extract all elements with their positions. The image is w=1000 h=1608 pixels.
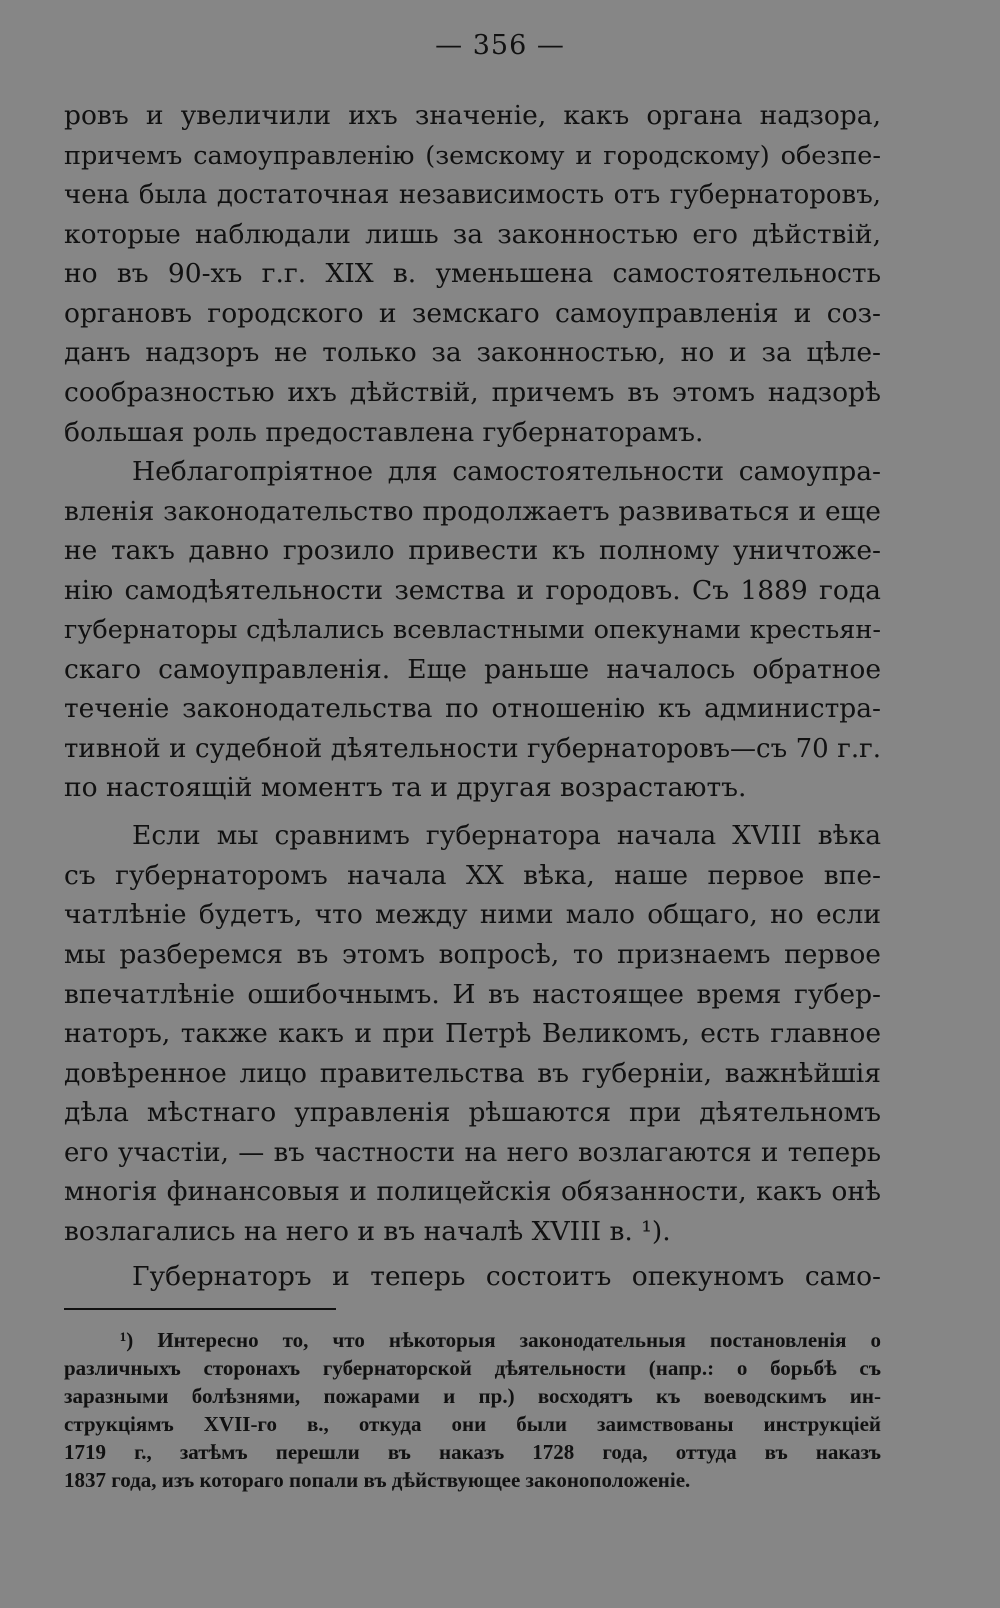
text-line: ровъ и увеличили ихъ значеніе, какъ органа надзора, (64, 100, 881, 131)
footnote-line: заразными болѣзнями, пожарами и пр.) восходятъ къ воеводскимъ ин- (64, 1384, 881, 1408)
text-line: съ губернаторомъ начала XX вѣка, наше первое впе- (64, 860, 881, 891)
text-line: довѣренное лицо правительства въ губерніи, важнѣйшія (64, 1058, 881, 1089)
footnote-line: различныхъ сторонахъ губернаторской дѣятельности (напр.: о борьбѣ съ (64, 1356, 881, 1380)
text-line: данъ надзоръ не только за законностью, но и за цѣле- (64, 337, 881, 368)
text-line: чатлѣніе будетъ, что между ними мало общаго, но если (64, 899, 881, 930)
paragraph-first-line: Губернаторъ и теперь состоитъ опекуномъ само- (132, 1261, 881, 1292)
footnote-line: 1837 года, изъ котораго попали въ дѣйствующее законоположеніе. (64, 1468, 691, 1492)
text-line: большая роль предоставлена губернаторамъ. (64, 417, 704, 448)
text-line: но въ 90-хъ г.г. XIX в. уменьшена самостоятельность (64, 258, 881, 289)
text-line: мы разберемся въ этомъ вопросѣ, то признаемъ первое (64, 939, 881, 970)
text-line: теченіе законодательства по отношенію къ администра- (64, 693, 881, 724)
text-line: причемъ самоуправленію (земскому и городскому) обезпе- (64, 141, 881, 171)
footnote-line: 1719 г., затѣмъ перешли въ наказъ 1728 года, оттуда въ наказъ (64, 1440, 881, 1464)
text-line: тивной и судебной дѣятельности губернаторовъ—съ 70 г.г. (64, 734, 881, 764)
text-line: вленія законодательство продолжаетъ развиваться и еще (64, 496, 881, 527)
footnote-line: ¹) Интересно то, что нѣкоторыя законодательныя постановленія о (120, 1328, 881, 1352)
text-line: скаго самоуправленія. Еще раньше началось обратное (64, 654, 881, 685)
text-line: органовъ городского и земскаго самоуправленія и соз- (64, 298, 881, 329)
text-line: дѣла мѣстнаго управленія рѣшаются при дѣятельномъ (64, 1097, 881, 1128)
text-line: губернаторы сдѣлались всевластными опекунами крестьян- (64, 615, 881, 645)
text-line: которые наблюдали лишь за законностью его дѣйствій, (64, 219, 881, 250)
text-line: возлагались на него и въ началѣ XVIII в. ¹). (64, 1216, 671, 1247)
paragraph-first-line: Неблагопріятное для самостоятельности самоупра- (132, 456, 881, 487)
text-line: многія финансовыя и полицейскія обязанности, какъ онѣ (64, 1176, 881, 1207)
text-line: его участіи, — въ частности на него возлагаются и теперь (64, 1138, 881, 1168)
footnote-line: струкціямъ XVII-го в., откуда они были заимствованы инструкціей (64, 1412, 881, 1436)
text-line: нію самодѣятельности земства и городовъ. Съ 1889 года (64, 575, 881, 606)
footnote-divider (64, 1308, 336, 1310)
text-line: чена была достаточная независимость отъ губернаторовъ, (64, 180, 881, 210)
text-line: наторъ, также какъ и при Петрѣ Великомъ, есть главное (64, 1018, 881, 1049)
text-line: по настоящій моментъ та и другая возрастаютъ. (64, 772, 747, 803)
text-line: впечатлѣніе ошибочнымъ. И въ настоящее время губер- (64, 979, 881, 1010)
text-line: не такъ давно грозило привести къ полному уничтоже- (64, 535, 881, 566)
paragraph-first-line: Если мы сравнимъ губернатора начала XVIII вѣка (132, 820, 881, 851)
page-number: — 356 — (435, 30, 565, 61)
text-line: сообразностью ихъ дѣйствій, причемъ въ этомъ надзорѣ (64, 377, 881, 408)
